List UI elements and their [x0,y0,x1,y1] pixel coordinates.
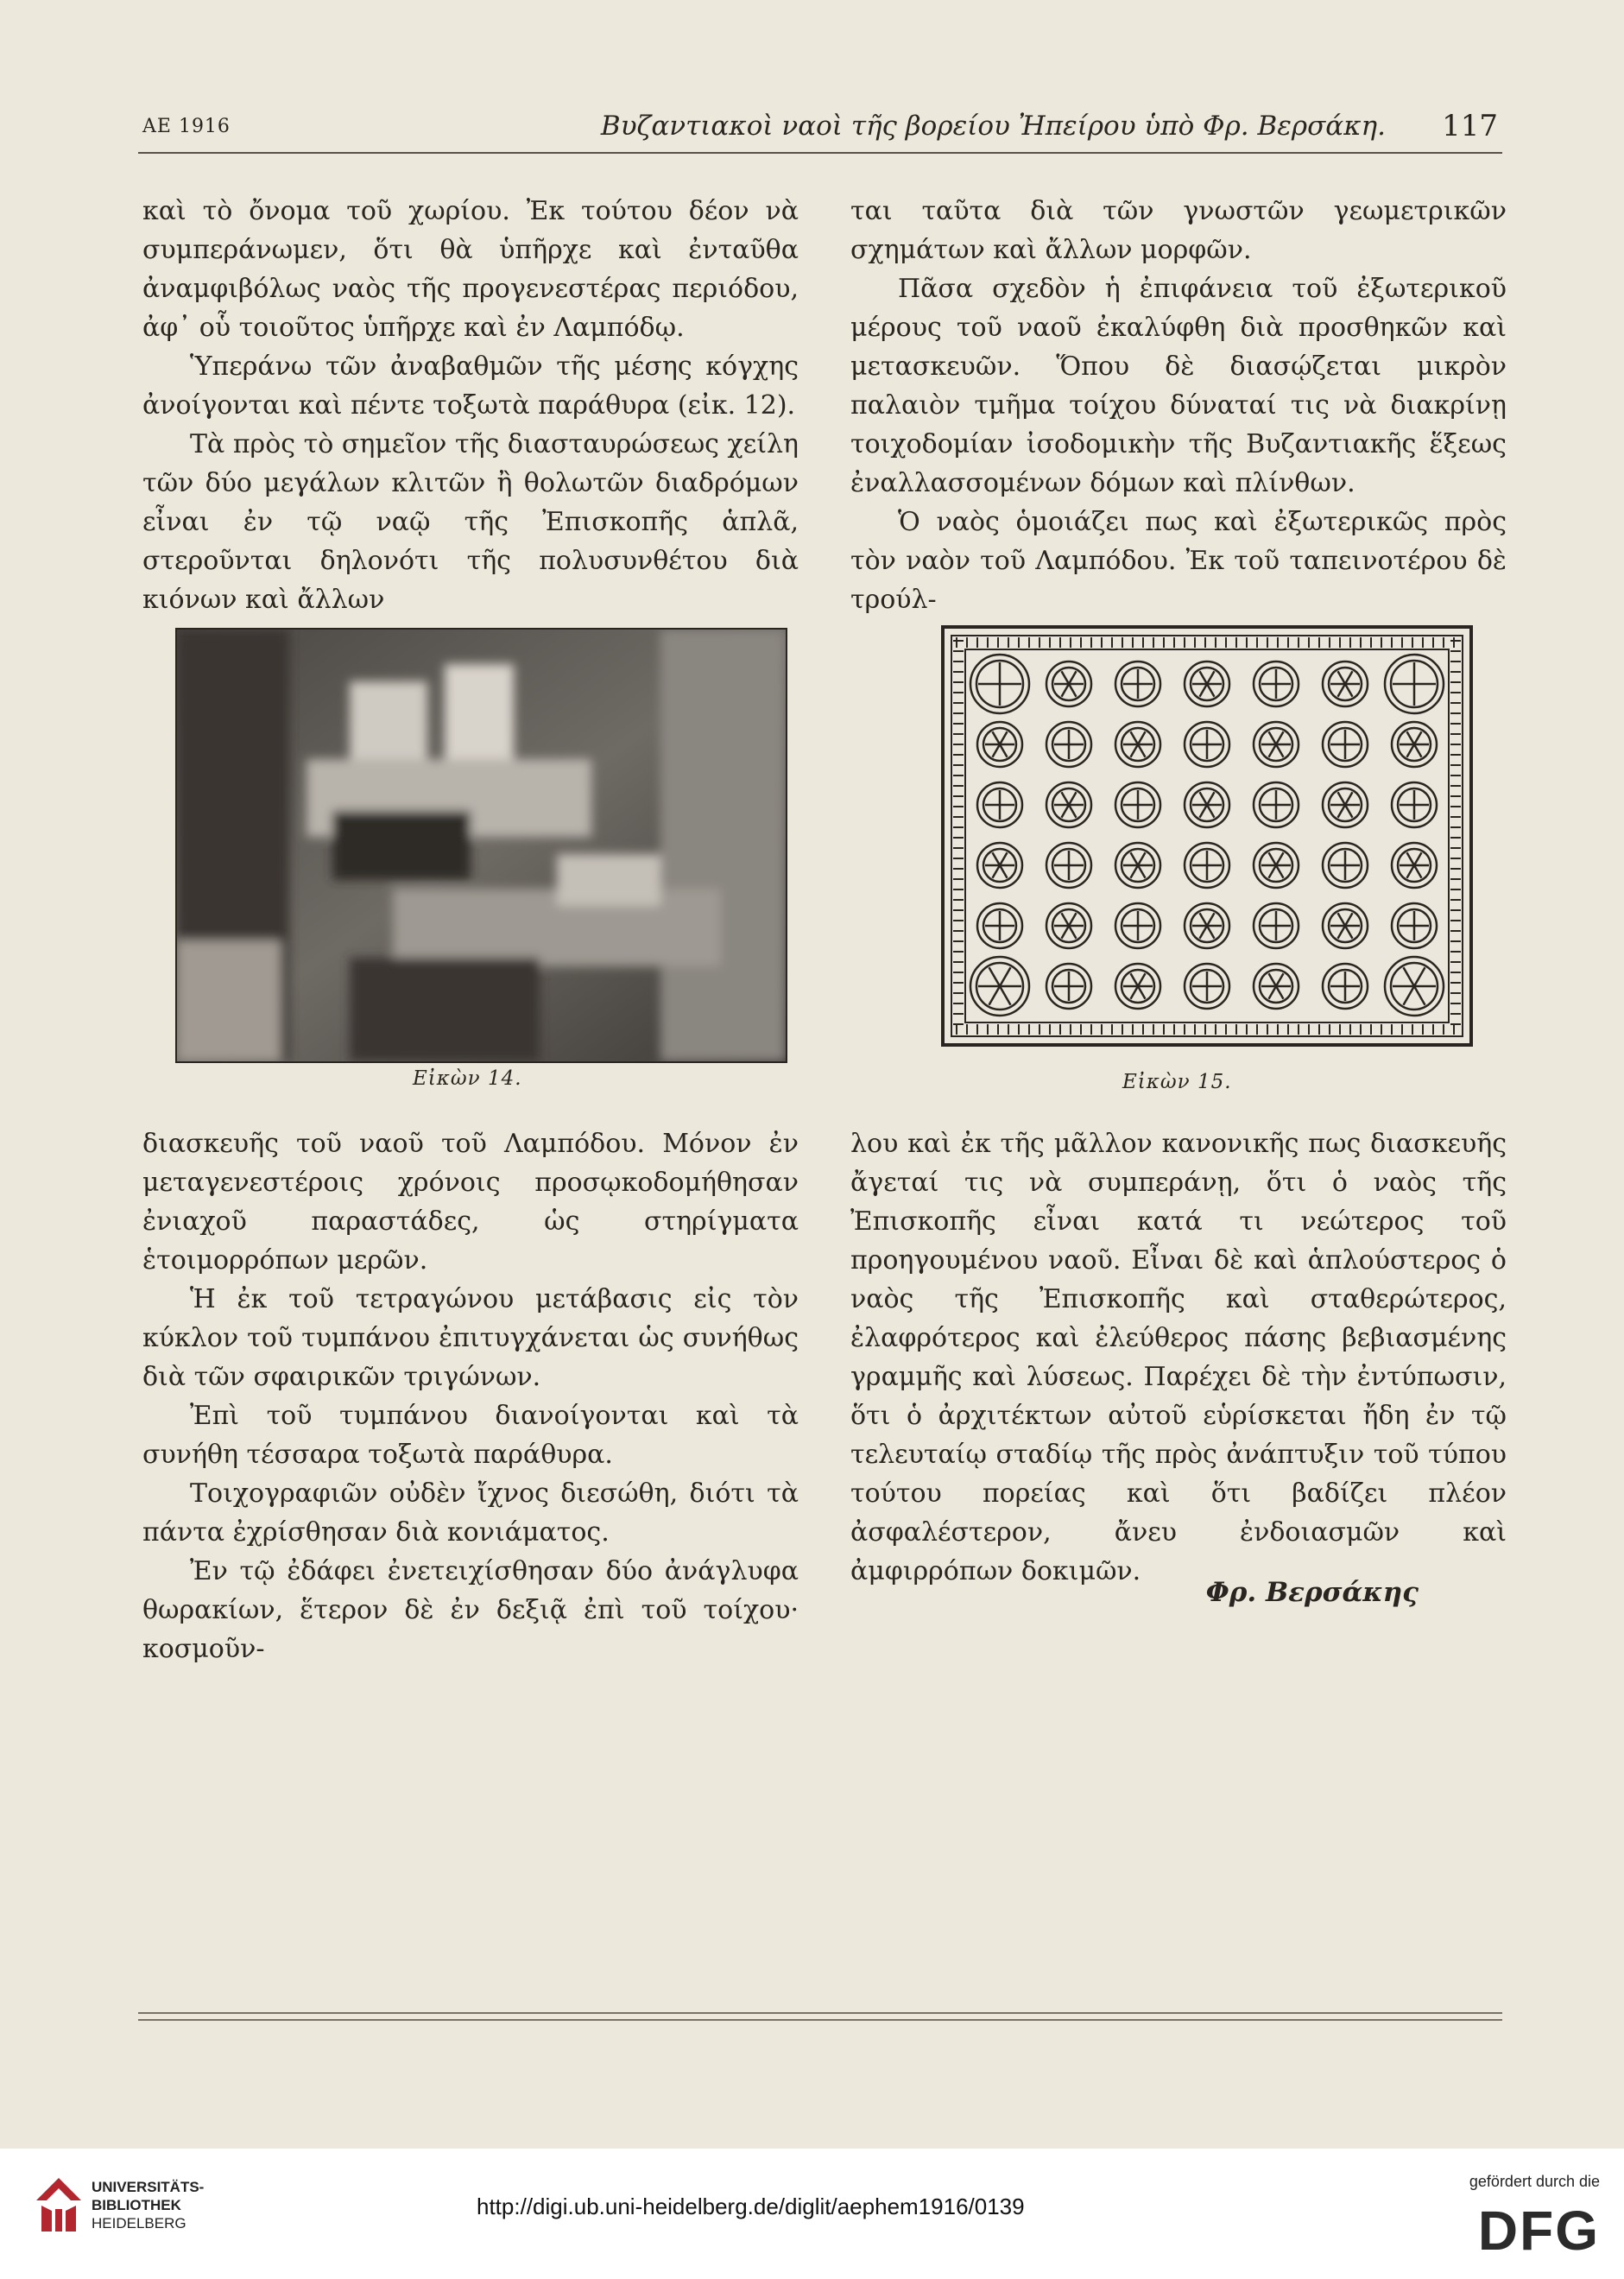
ornamental-relief-drawing [939,624,1475,1048]
figure-15-ornament [939,624,1475,1048]
funding-note: gefördert durch die [1469,2173,1600,2190]
paragraph: Ἡ ἐκ τοῦ τετραγώνου μετάβασις εἰς τὸν κύκλον τοῦ τυμπάνου ἐπιτυγχάνεται ὡς συνήθως διὰ τῶν σφαιρικῶν τριγώνων. [142,1284,799,1392]
text-column-right-top [850,192,1507,619]
paragraph: καὶ τὸ ὄνομα τοῦ χωρίου. Ἐκ τούτου δέον νὰ συμπεράνωμεν, ὅτι θὰ ὑπῆρχε καὶ ἐνταῦθα ἀναμφιβόλως ναὸς τῆς προγενεστέρας περιόδου, ἀφ᾽ οὗ τοιοῦτος ὑπῆρχε καὶ ἐν Λαμπόδῳ. [142,196,799,343]
paragraph: ται ταῦτα διὰ τῶν γνωστῶν γεωμετρικῶν σχημάτων καὶ ἄλλων μορφῶν. [850,196,1507,265]
text-column-right-bottom [850,1124,1507,1591]
footer-rule [138,2012,1502,2014]
university-library-logo [33,2175,85,2235]
text-column-left-top [142,192,799,619]
text-column-left-bottom [142,1124,799,1668]
author-signature: Φρ. Βερσάκης [1205,1577,1419,1608]
figure-14-caption: Εἰκὼν 14. [413,1067,522,1090]
header-rule [138,152,1502,154]
paragraph: Πᾶσα σχεδὸν ἡ ἐπιφάνεια τοῦ ἐξωτερικοῦ μέρους τοῦ ναοῦ ἐκαλύφθη διὰ προσθηκῶν καὶ μετασκευῶν. Ὅπου δὲ διασῴζεται μικρὸν παλαιὸν τμῆμα τοίχου δύναταί τις νὰ διακρίνῃ τοιχοδομίαν ἰσοδομικὴν τῆς Βυζαντιακῆς ἕξεως ἐναλλασσομένων δόμων καὶ πλίνθων. [850,274,1507,498]
paragraph: Ὁ ναὸς ὁμοιάζει πως καὶ ἐξωτερικῶς πρὸς τὸν ναὸν τοῦ Λαμπόδου. Ἐκ τοῦ ταπεινοτέρου δὲ τρούλ- [850,507,1507,615]
paragraph: Ὑπεράνω τῶν ἀναβαθμῶν τῆς μέσης κόγχης ἀνοίγονται καὶ πέντε τοξωτὰ παράθυρα (εἰκ. 12). [142,351,799,421]
digital-library-link[interactable]: http://digi.ub.uni-heidelberg.de/diglit/aephem1916/0139 [477,2194,1025,2219]
page-number: 117 [1442,109,1498,143]
footer-rule [138,2019,1502,2021]
paragraph: Τὰ πρὸς τὸ σημεῖον τῆς διασταυρώσεως χείλη τῶν δύο μεγάλων κλιτῶν ἢ θολωτῶν διαδρόμων εἶναι ἐν τῷ ναῷ τῆς Ἐπισκοπῆς ἁπλᾶ, στεροῦνται δηλονότι τῆς πολυσυνθέτου διὰ κιόνων καὶ ἄλλων [142,429,799,615]
figure-15-caption: Εἰκὼν 15. [1122,1071,1232,1093]
running-header [142,111,1498,145]
paragraph: διασκευῆς τοῦ ναοῦ τοῦ Λαμπόδου. Μόνον ἐν μεταγενεστέροις χρόνοις προσῳκοδομήθησαν ἐνιαχοῦ παραστάδες, ὡς στηρίγματα ἑτοιμορρόπων μερῶν. [142,1129,799,1276]
running-title: Βυζαντιακοὶ ναοὶ τῆς βορείου Ἠπείρου ὑπὸ Φρ. Βερσάκη. [600,111,1386,142]
paragraph: λου καὶ ἐκ τῆς μᾶλλον κανονικῆς πως διασκευῆς ἄγεταί τις νὰ συμπεράνῃ, ὅτι ὁ ναὸς τῆς Ἐπισκοπῆς εἶναι κατά τι νεώτερος τοῦ προηγουμένου ναοῦ. Εἶναι δὲ καὶ ἁπλούστερος ὁ ναὸς τῆς Ἐπισκοπῆς καὶ σταθερώτερος, ἐλαφρότερος καὶ ἐλεύθερος πάσης βεβιασμένης γραμμῆς καὶ λύσεως. Παρέχει δὲ τὴν ἐντύπωσιν, ὅτι ὁ ἀρχιτέκτων αὐτοῦ εὑρίσκεται ἤδη ἐν τῷ τελευταίῳ σταδίῳ τῆς πρὸς ἀνάπτυξιν τοῦ τύπου τούτου πορείας καὶ ὅτι βαδίζει πλέον ἀσφαλέστερον, ἄνευ ἐνδοιασμῶν καὶ ἀμφιρρόπων δοκιμῶν. [850,1129,1507,1586]
figure-14-photo [175,628,787,1063]
photo-church-interior [177,630,786,1061]
journal-year: ΑΕ 1916 [142,116,231,137]
paragraph: Ἐν τῷ ἐδάφει ἐνετειχίσθησαν δύο ἀνάγλυφα θωρακίων, ἕτερον δὲ ἐν δεξιᾷ ἐπὶ τοῦ τοίχου· κοσμοῦν- [142,1556,799,1664]
digitization-footer [0,2149,1624,2279]
paragraph: Τοιχογραφιῶν οὐδὲν ἴχνος διεσώθη, διότι τὰ πάντα ἐχρίσθησαν διὰ κονιάματος. [142,1478,799,1548]
library-name: UNIVERSITÄTS- BIBLIOTHEK HEIDELBERG [92,2179,205,2232]
paragraph: Ἐπὶ τοῦ τυμπάνου διανοίγονται καὶ τὰ συνήθη τέσσαρα τοξωτὰ παράθυρα. [142,1401,799,1470]
dfg-logo: DFG [1477,2200,1600,2262]
